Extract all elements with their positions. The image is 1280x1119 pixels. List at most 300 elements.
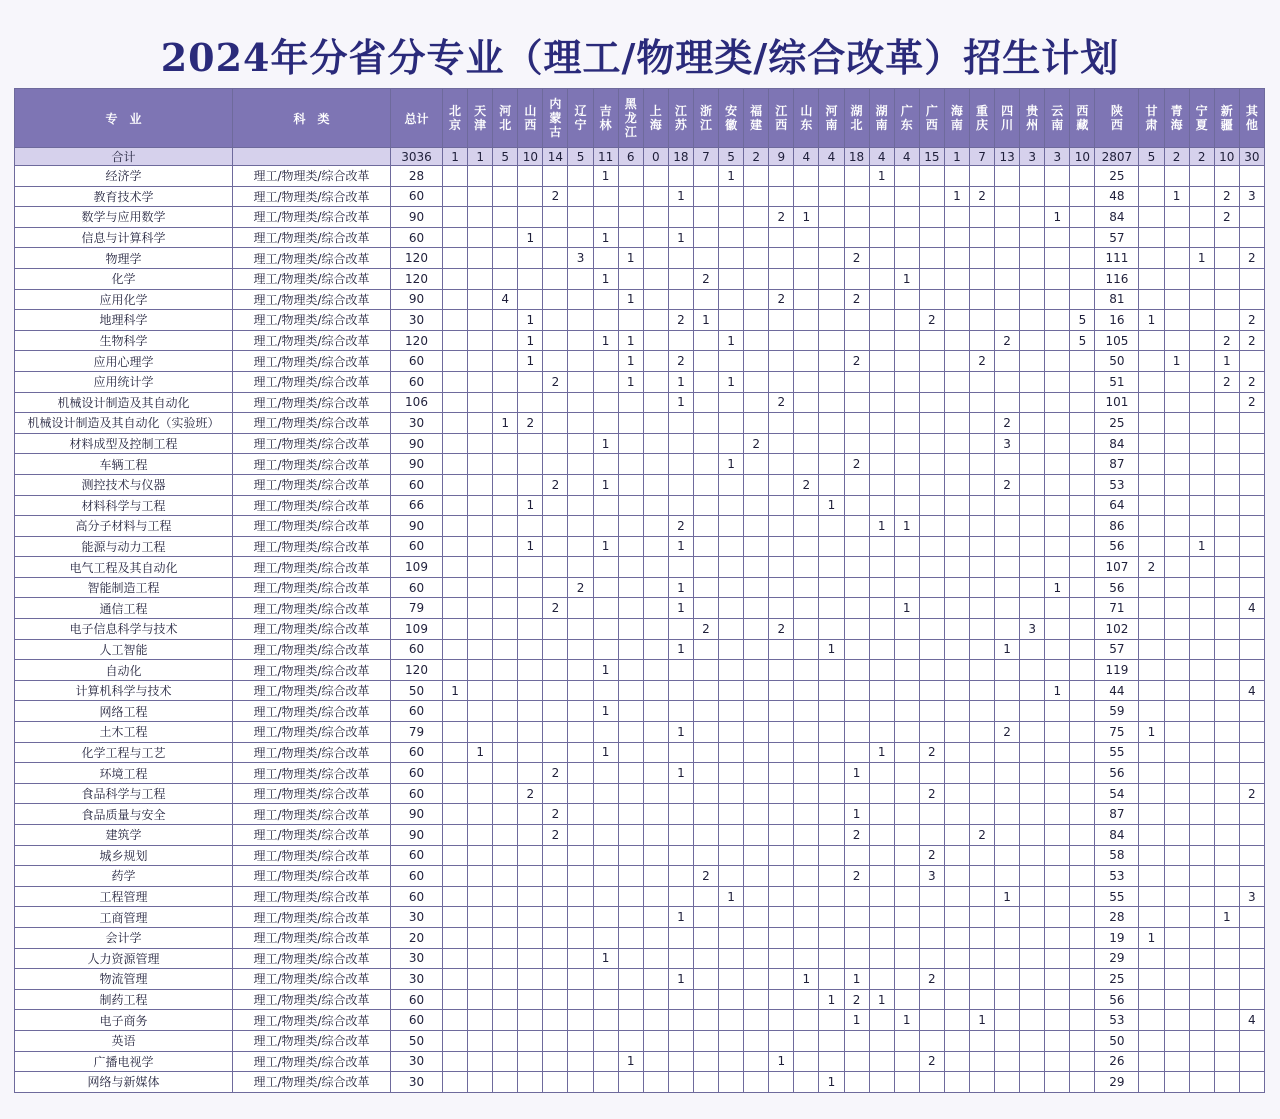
province-cell	[1070, 474, 1095, 495]
province-cell: 54	[1095, 783, 1139, 804]
province-cell	[719, 763, 744, 784]
province-cell: 1	[894, 598, 919, 619]
province-cell: 105	[1095, 330, 1139, 351]
province-cell	[518, 660, 543, 681]
header-province-char: 北	[499, 118, 512, 132]
province-cell	[1239, 927, 1264, 948]
table-row	[15, 227, 1265, 248]
table-row	[15, 248, 1265, 269]
province-cell	[443, 845, 468, 866]
province-cell	[618, 186, 643, 207]
table-row	[15, 577, 1265, 598]
province-cell	[1239, 516, 1264, 537]
province-cell	[995, 783, 1020, 804]
total-cell: 109	[391, 619, 443, 640]
total-cell: 5	[568, 148, 593, 166]
province-cell	[944, 639, 969, 660]
province-cell: 2	[693, 619, 718, 640]
province-cell	[719, 495, 744, 516]
province-cell	[969, 845, 994, 866]
province-cell	[468, 927, 493, 948]
province-cell	[794, 330, 819, 351]
province-cell	[894, 166, 919, 187]
province-cell	[493, 433, 518, 454]
header-province-char: 江	[624, 125, 637, 139]
table-row	[15, 310, 1265, 331]
province-cell	[1164, 948, 1189, 969]
province-cell	[944, 742, 969, 763]
province-cell	[543, 577, 568, 598]
province-cell	[468, 516, 493, 537]
total-cell: 90	[391, 454, 443, 475]
province-cell	[1164, 927, 1189, 948]
province-cell	[618, 495, 643, 516]
province-cell	[1214, 310, 1239, 331]
province-cell: 2	[844, 351, 869, 372]
province-cell	[1020, 804, 1045, 825]
header-province-char: 青	[1170, 104, 1183, 118]
province-cell	[769, 495, 794, 516]
province-cell	[769, 783, 794, 804]
province-cell	[1020, 701, 1045, 722]
province-cell	[468, 701, 493, 722]
province-cell	[794, 886, 819, 907]
page-title: 2024年分省分专业（理工/物理类/综合改革）招生计划	[160, 35, 1120, 80]
province-cell	[869, 454, 894, 475]
category-cell: 理工/物理类/综合改革	[233, 268, 391, 289]
total-cell: 30	[391, 948, 443, 969]
province-cell	[443, 166, 468, 187]
total-cell: 18	[844, 148, 869, 166]
province-cell	[643, 310, 668, 331]
province-cell	[744, 413, 769, 434]
province-cell	[769, 433, 794, 454]
province-cell	[1070, 639, 1095, 660]
province-cell	[1239, 742, 1264, 763]
province-cell	[468, 351, 493, 372]
province-cell	[668, 454, 693, 475]
province-cell	[919, 166, 944, 187]
province-cell	[543, 989, 568, 1010]
province-cell: 1	[1164, 186, 1189, 207]
province-cell	[1045, 351, 1070, 372]
province-cell	[819, 866, 844, 887]
header-province-char: 龙	[624, 111, 637, 125]
province-cell	[1139, 248, 1164, 269]
province-cell	[1189, 268, 1214, 289]
province-cell: 53	[1095, 1010, 1139, 1031]
province-cell	[1239, 763, 1264, 784]
province-cell	[618, 557, 643, 578]
province-cell	[1239, 825, 1264, 846]
province-cell	[969, 474, 994, 495]
province-cell	[995, 289, 1020, 310]
province-cell	[518, 1072, 543, 1093]
category-cell: 理工/物理类/综合改革	[233, 310, 391, 331]
province-cell	[568, 886, 593, 907]
header-province-char: 天	[474, 104, 487, 118]
province-cell	[468, 166, 493, 187]
province-cell	[1189, 1072, 1214, 1093]
province-cell	[819, 907, 844, 928]
province-cell	[1189, 289, 1214, 310]
header-province-char: 甘	[1145, 104, 1158, 118]
table-row	[15, 639, 1265, 660]
province-cell	[618, 310, 643, 331]
province-cell	[969, 598, 994, 619]
table-row	[15, 742, 1265, 763]
province-cell	[468, 845, 493, 866]
total-cell: 6	[618, 148, 643, 166]
province-cell	[794, 310, 819, 331]
province-cell: 26	[1095, 1051, 1139, 1072]
province-cell	[618, 845, 643, 866]
province-cell: 2	[1239, 392, 1264, 413]
category-cell: 理工/物理类/综合改革	[233, 763, 391, 784]
province-cell	[1189, 227, 1214, 248]
province-cell: 1	[794, 969, 819, 990]
major-cell: 经济学	[15, 166, 233, 187]
province-cell: 2	[518, 783, 543, 804]
province-cell	[643, 969, 668, 990]
total-cell: 30	[391, 969, 443, 990]
province-cell	[543, 536, 568, 557]
total-cell: 90	[391, 433, 443, 454]
total-cell: 60	[391, 639, 443, 660]
province-cell	[693, 248, 718, 269]
province-cell	[1070, 289, 1095, 310]
header-province	[744, 89, 769, 148]
province-cell	[1139, 351, 1164, 372]
category-cell: 理工/物理类/综合改革	[233, 660, 391, 681]
province-cell	[468, 1010, 493, 1031]
province-cell	[1045, 783, 1070, 804]
province-cell	[969, 557, 994, 578]
province-cell: 2	[844, 866, 869, 887]
province-cell	[1189, 577, 1214, 598]
province-cell	[719, 186, 744, 207]
province-cell	[1214, 969, 1239, 990]
province-cell	[1020, 742, 1045, 763]
province-cell	[769, 825, 794, 846]
major-cell: 通信工程	[15, 598, 233, 619]
province-cell	[719, 310, 744, 331]
header-province-char: 北	[449, 104, 462, 118]
province-cell	[468, 680, 493, 701]
total-cell: 60	[391, 227, 443, 248]
province-cell	[593, 722, 618, 743]
province-cell	[894, 207, 919, 228]
province-cell: 2	[969, 351, 994, 372]
province-cell	[869, 1030, 894, 1051]
province-cell	[693, 227, 718, 248]
province-cell	[568, 866, 593, 887]
province-cell: 1	[518, 351, 543, 372]
province-cell	[1070, 598, 1095, 619]
header-province	[1070, 89, 1095, 148]
province-cell	[819, 454, 844, 475]
province-cell	[568, 763, 593, 784]
province-cell	[1214, 845, 1239, 866]
table-row	[15, 454, 1265, 475]
province-cell	[493, 536, 518, 557]
province-cell	[643, 371, 668, 392]
province-cell	[719, 1010, 744, 1031]
province-cell	[944, 722, 969, 743]
province-cell	[443, 701, 468, 722]
province-cell	[819, 330, 844, 351]
province-cell	[1164, 1010, 1189, 1031]
province-cell	[1045, 969, 1070, 990]
province-cell	[719, 207, 744, 228]
province-cell	[1214, 639, 1239, 660]
province-cell	[844, 495, 869, 516]
province-cell	[995, 927, 1020, 948]
province-cell	[1045, 227, 1070, 248]
province-cell	[919, 474, 944, 495]
province-cell	[894, 660, 919, 681]
province-cell	[844, 330, 869, 351]
province-cell	[1070, 433, 1095, 454]
province-cell	[1139, 866, 1164, 887]
province-cell	[1189, 557, 1214, 578]
province-cell	[1164, 495, 1189, 516]
province-cell	[1214, 1010, 1239, 1031]
province-cell	[618, 804, 643, 825]
province-cell: 2	[919, 969, 944, 990]
province-cell	[719, 680, 744, 701]
total-cell: 90	[391, 207, 443, 228]
province-cell	[1164, 783, 1189, 804]
province-cell	[1164, 907, 1189, 928]
province-cell	[819, 948, 844, 969]
province-cell	[769, 969, 794, 990]
province-cell	[1214, 536, 1239, 557]
province-cell: 1	[668, 392, 693, 413]
province-cell	[1020, 1010, 1045, 1031]
province-cell	[593, 371, 618, 392]
province-cell	[1164, 989, 1189, 1010]
province-cell	[1189, 845, 1214, 866]
header-province-char: 东	[900, 118, 913, 132]
province-cell	[995, 248, 1020, 269]
province-cell	[995, 557, 1020, 578]
province-cell	[693, 577, 718, 598]
header-province-char: 北	[850, 118, 863, 132]
province-cell	[1045, 1072, 1070, 1093]
province-cell	[468, 557, 493, 578]
province-cell	[468, 433, 493, 454]
province-cell	[744, 557, 769, 578]
province-cell	[969, 454, 994, 475]
province-cell	[593, 1030, 618, 1051]
province-cell	[944, 351, 969, 372]
province-cell	[1214, 701, 1239, 722]
province-cell	[944, 371, 969, 392]
province-cell	[693, 330, 718, 351]
province-cell	[1189, 927, 1214, 948]
province-cell: 1	[819, 1072, 844, 1093]
category-cell: 理工/物理类/综合改革	[233, 516, 391, 537]
province-cell	[894, 186, 919, 207]
province-cell: 1	[668, 763, 693, 784]
province-cell: 1	[719, 371, 744, 392]
province-cell: 2	[1139, 557, 1164, 578]
province-cell	[1164, 866, 1189, 887]
province-cell	[693, 433, 718, 454]
province-cell	[493, 1072, 518, 1093]
province-cell	[794, 516, 819, 537]
province-cell	[1070, 866, 1095, 887]
province-cell	[1214, 948, 1239, 969]
province-cell	[1070, 1051, 1095, 1072]
province-cell	[1045, 268, 1070, 289]
province-cell	[618, 969, 643, 990]
province-cell	[969, 886, 994, 907]
province-cell: 2	[844, 248, 869, 269]
province-cell	[1020, 248, 1045, 269]
province-cell	[668, 701, 693, 722]
province-cell	[819, 413, 844, 434]
province-cell	[1214, 474, 1239, 495]
province-cell	[1139, 845, 1164, 866]
province-cell	[568, 845, 593, 866]
province-cell	[944, 763, 969, 784]
province-cell	[693, 557, 718, 578]
province-cell	[1189, 639, 1214, 660]
province-cell	[1164, 166, 1189, 187]
province-cell: 1	[668, 577, 693, 598]
province-cell	[1045, 1051, 1070, 1072]
province-cell	[944, 577, 969, 598]
province-cell	[919, 454, 944, 475]
province-cell	[443, 886, 468, 907]
province-cell	[919, 186, 944, 207]
province-cell	[1045, 989, 1070, 1010]
province-cell	[1139, 186, 1164, 207]
province-cell: 1	[1139, 927, 1164, 948]
province-cell	[844, 619, 869, 640]
province-cell	[693, 886, 718, 907]
province-cell	[593, 186, 618, 207]
province-cell	[794, 268, 819, 289]
province-cell	[769, 639, 794, 660]
province-cell	[869, 660, 894, 681]
province-cell	[769, 371, 794, 392]
table-row	[15, 701, 1265, 722]
province-cell	[794, 804, 819, 825]
province-cell	[443, 516, 468, 537]
province-cell	[744, 207, 769, 228]
province-cell	[995, 454, 1020, 475]
province-cell	[643, 927, 668, 948]
province-cell	[1189, 186, 1214, 207]
province-cell	[894, 742, 919, 763]
province-cell: 4	[1239, 1010, 1264, 1031]
province-cell	[1239, 845, 1264, 866]
total-cell: 60	[391, 536, 443, 557]
province-cell	[1239, 619, 1264, 640]
province-cell	[819, 268, 844, 289]
province-cell	[1020, 289, 1045, 310]
total-cell: 120	[391, 248, 443, 269]
province-cell	[1070, 392, 1095, 413]
total-cell: 60	[391, 474, 443, 495]
province-cell	[468, 804, 493, 825]
table-row	[15, 371, 1265, 392]
province-cell: 1	[668, 536, 693, 557]
province-cell	[919, 680, 944, 701]
province-cell	[769, 804, 794, 825]
province-cell	[668, 248, 693, 269]
header-province-char: 福	[750, 104, 763, 118]
province-cell	[744, 722, 769, 743]
province-cell	[1239, 557, 1264, 578]
province-cell	[844, 783, 869, 804]
province-cell	[543, 557, 568, 578]
province-cell	[1239, 351, 1264, 372]
province-cell	[518, 886, 543, 907]
province-cell	[543, 227, 568, 248]
province-cell	[969, 722, 994, 743]
province-cell	[894, 886, 919, 907]
category-cell: 理工/物理类/综合改革	[233, 989, 391, 1010]
province-cell	[543, 454, 568, 475]
province-cell	[1164, 516, 1189, 537]
province-cell	[1239, 948, 1264, 969]
province-cell	[568, 948, 593, 969]
province-cell	[919, 227, 944, 248]
province-cell	[543, 845, 568, 866]
province-cell	[719, 557, 744, 578]
table-row	[15, 433, 1265, 454]
province-cell	[1164, 454, 1189, 475]
province-cell	[1189, 886, 1214, 907]
province-cell	[919, 660, 944, 681]
major-cell: 英语	[15, 1030, 233, 1051]
header-province-char: 山	[524, 104, 537, 118]
major-cell: 人工智能	[15, 639, 233, 660]
total-cell: 60	[391, 577, 443, 598]
province-cell	[468, 248, 493, 269]
province-cell	[618, 783, 643, 804]
province-cell	[744, 1072, 769, 1093]
province-cell	[1164, 227, 1189, 248]
province-cell	[869, 392, 894, 413]
header-province	[819, 89, 844, 148]
province-cell	[693, 1010, 718, 1031]
province-cell	[668, 1072, 693, 1093]
province-cell	[969, 166, 994, 187]
province-cell	[919, 886, 944, 907]
province-cell	[794, 742, 819, 763]
major-cell: 会计学	[15, 927, 233, 948]
province-cell	[493, 825, 518, 846]
province-cell	[995, 392, 1020, 413]
province-cell	[1070, 783, 1095, 804]
province-cell	[643, 1051, 668, 1072]
province-cell	[1020, 577, 1045, 598]
province-cell	[969, 907, 994, 928]
province-cell: 84	[1095, 433, 1139, 454]
province-cell	[1214, 1051, 1239, 1072]
category-cell: 理工/物理类/综合改革	[233, 557, 391, 578]
province-cell: 3	[995, 433, 1020, 454]
province-cell	[794, 351, 819, 372]
category-cell: 理工/物理类/综合改革	[233, 1010, 391, 1031]
province-cell	[744, 825, 769, 846]
province-cell	[1139, 680, 1164, 701]
